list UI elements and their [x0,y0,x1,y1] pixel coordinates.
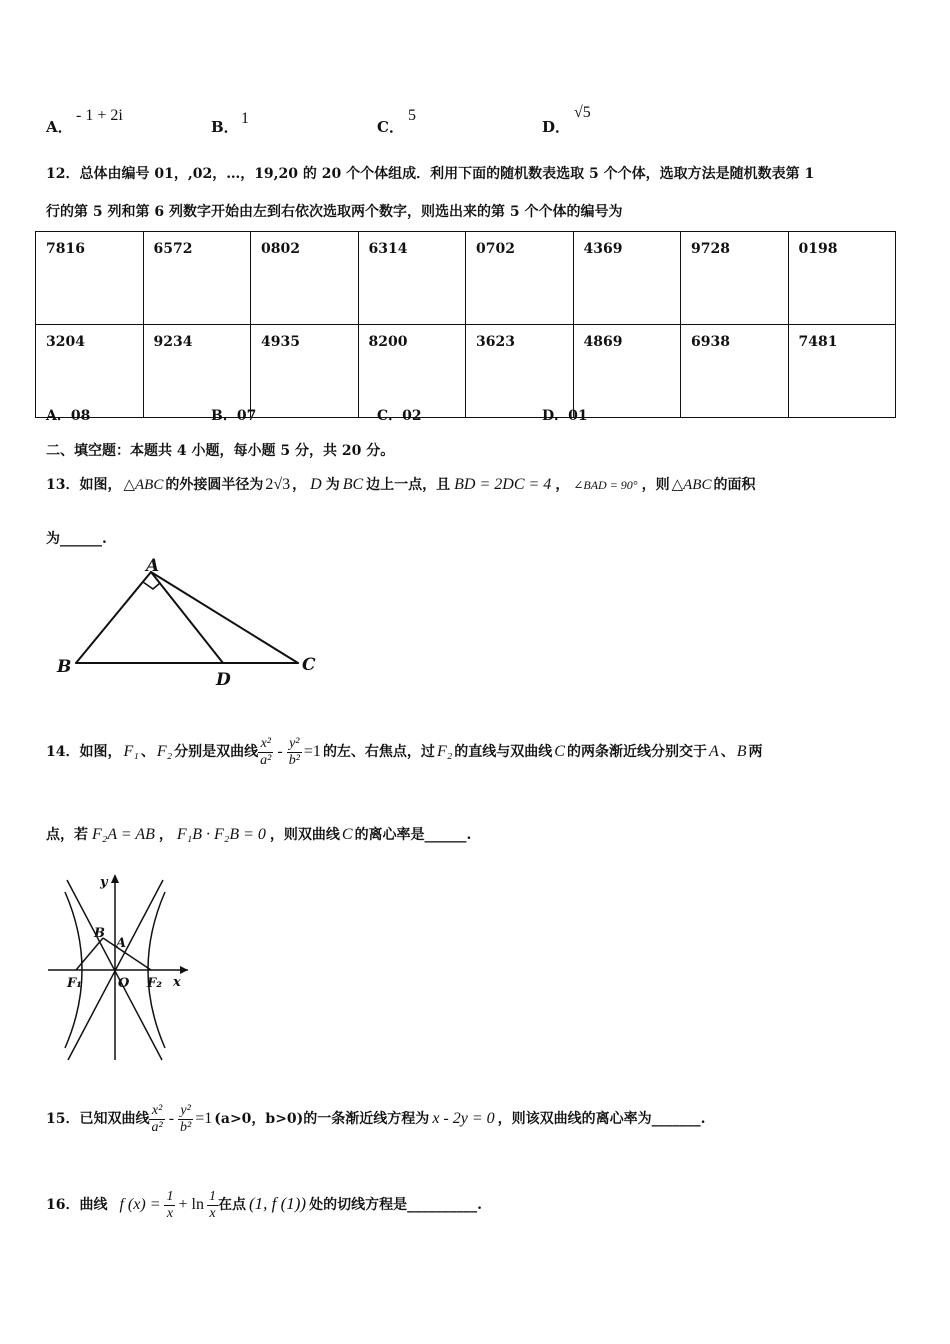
q15-equals-one: =1 [195,1110,213,1127]
q16-text-part: 在点 [217,1197,246,1213]
q11-option-d-label: D． [542,118,571,136]
table-cell: 0802 [251,232,359,325]
table-cell: 6572 [143,232,251,325]
label-f1: F₁ [67,976,82,991]
q15-fraction-y [178,1103,193,1136]
q14-text: 的离心率是______. [354,827,472,843]
q13-radius: 2√3 [265,476,291,493]
q14-f1: F₁ [123,743,139,760]
q16-point: (1, f (1)) [248,1194,307,1213]
fraction-denominator: a² [151,1119,163,1135]
q16-prefix: 16．曲线 [46,1197,108,1213]
q13-prefix: 13．如图， [46,477,122,493]
label-y: y [100,875,108,890]
fraction-numerator: 1 [208,1188,216,1204]
q13-triangle: △ABC [123,477,164,493]
label-a: A [146,556,160,576]
q14-text: 、 [720,744,735,760]
q13-text: ， [292,477,307,493]
q13-text: 边上一点，且 [366,477,451,493]
q14-c-2: C [341,826,353,843]
q14-text: 的左、右焦点，过 [322,744,435,760]
label-x: x [173,975,181,990]
table-cell: 4369 [573,232,681,325]
triangle-figure [50,555,340,690]
q13-text: 为 [325,477,340,493]
q14-condition-1: F₂A = AB [92,826,155,843]
q15-prefix: 15．已知双曲线 [46,1111,150,1127]
q16-text-part: 处的切线方程是__________. [309,1197,482,1213]
segment-ab [76,572,151,663]
q13-point-d: D [310,476,322,493]
q14-equals-one: =1 [303,743,321,760]
q13-text: 的外接圆半径为 [165,477,264,493]
q14-text: ，则双曲线 [269,827,340,843]
table-cell: 4935 [251,325,359,418]
fraction-numerator: x² [151,1102,163,1118]
table-cell: 3623 [466,325,574,418]
q12-option-b: B．07 [211,408,257,424]
q16-fx: f (x) = [119,1196,161,1213]
q14-fraction-y [287,736,302,769]
segment-bf2 [103,938,151,970]
random-number-table [35,231,896,418]
q14-f2-b: F₂ [436,743,453,760]
q11-option-c-label: C． [377,118,404,136]
q14-fraction-x [258,736,273,769]
q11-option-a-value: - 1 + 2i [76,107,123,124]
q16-fraction-2 [207,1189,218,1222]
table-cell: 6938 [681,325,789,418]
q14-minus: - [277,743,283,760]
q14-text: 点，若 [46,827,88,843]
label-d: D [216,670,231,690]
segment-ac [151,572,298,663]
label-a: A [116,936,127,951]
fraction-numerator: 1 [166,1188,174,1204]
fraction-denominator: b² [180,1119,192,1135]
section-header: 二、填空题：本题共 4 小题，每小题 5 分，共 20 分。 [46,443,395,459]
q14-a: A [708,743,719,760]
table-cell: 9234 [143,325,251,418]
label-c: C [302,655,316,675]
q14-text: 的直线与双曲线 [454,744,553,760]
fraction-numerator: y² [289,735,300,751]
label-b: B [94,926,105,941]
q11-option-c-value: 5 [408,107,416,124]
q14-text-line2 [46,820,471,850]
fraction-denominator: a² [260,752,272,768]
q15-fraction-x [149,1103,164,1136]
q14-condition-2: F₁B · F₂B = 0 [176,826,266,843]
y-axis-arrow [111,874,119,883]
q13-text-line1 [46,470,755,500]
fraction-numerator: y² [180,1102,191,1118]
q11-option-a-label: A． [46,118,73,136]
q13-text: 的面积 [713,477,756,493]
segment-ad [151,572,223,663]
table-cell: 8200 [358,325,466,418]
table-cell: 9728 [681,232,789,325]
right-angle-mark [143,582,160,589]
x-axis-arrow [180,966,188,974]
q15-minus: - [168,1110,175,1127]
label-o: O [118,976,130,991]
q11-option-b-label: B． [211,118,239,136]
q16-plus-ln: + ln [178,1196,204,1213]
q13-segment-bc: BC [342,476,364,493]
fraction-denominator: x [164,1205,175,1222]
q15-text-part: ，则该双曲线的离心率为_______. [497,1111,706,1127]
q12-option-a: A．08 [46,408,91,424]
q12-text-line1: 12．总体由编号 01，,02，…，19,20 的 20 个个体组成．利用下面的随机数表选取 5 个个体，选取方法是随机数表第 1 [46,166,815,182]
q14-b: B [736,743,747,760]
q12-option-d: D．01 [542,408,588,424]
fraction-denominator: x [207,1205,218,1222]
q15-text [46,1085,706,1153]
fraction-numerator: x² [260,735,271,751]
q14-text: 两 [748,744,763,760]
q14-c: C [554,743,565,760]
q15-text-part: (a>0，b>0)的一条渐近线方程为 [214,1111,430,1127]
q14-text: 、 [140,744,155,760]
q13-condition-1: BD = 2DC = 4 [454,476,552,493]
q14-text-line1 [46,718,763,786]
table-cell: 0702 [466,232,574,325]
label-b: B [57,657,72,677]
q14-text: ， [158,827,173,843]
fraction-denominator: b² [288,752,300,768]
hyperbola-figure [45,870,195,1065]
table-cell: 3204 [36,325,144,418]
q13-text-line2: 为______. [46,531,107,547]
table-row [36,325,896,418]
q16-fraction-1 [164,1189,175,1222]
q12-option-c: C．02 [377,408,422,424]
q13-triangle-2: △ABC [671,477,712,493]
q13-condition-2: ∠BAD = 90° [573,478,638,492]
q14-text: 的两条渐近线分别交于 [566,744,707,760]
table-cell: 4869 [573,325,681,418]
table-cell: 6314 [358,232,466,325]
q16-text [46,1170,482,1239]
table-row [36,232,896,325]
table-cell: 7816 [36,232,144,325]
label-f2: F₂ [147,976,162,991]
q11-option-d-value: √5 [574,104,591,121]
q14-prefix: 14．如图， [46,744,122,760]
q11-option-b-value: 1 [241,110,249,127]
q14-f2: F₂ [156,743,173,760]
table-cell: 7481 [788,325,896,418]
q14-text: 分别是双曲线 [174,744,259,760]
q15-asymptote: x - 2y = 0 [432,1110,495,1127]
q13-text: ，则 [641,477,670,493]
q13-text: ， [555,477,570,493]
table-cell: 0198 [788,232,896,325]
q12-text-line2: 行的第 5 列和第 6 列数字开始由左到右依次选取两个数字，则选出来的第 5 个个体的编号为 [46,204,623,220]
